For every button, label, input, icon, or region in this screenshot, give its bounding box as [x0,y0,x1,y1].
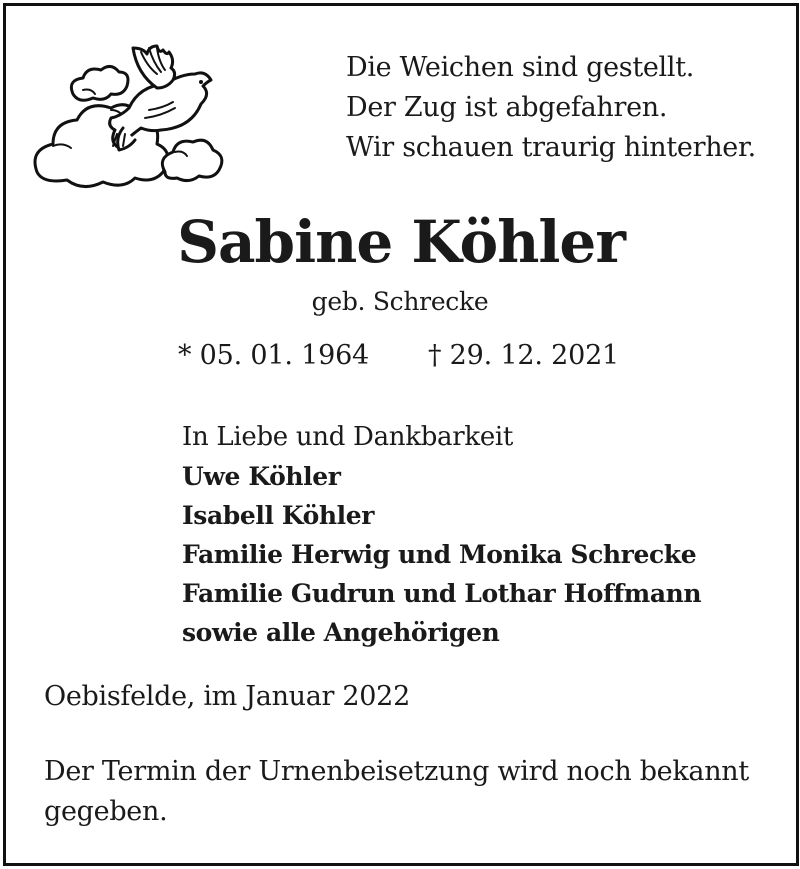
mourners-intro: In Liebe und Dankbarkeit [182,422,514,452]
birth-date: * 05. 01. 1964 [178,340,370,371]
death-date: † 29. 12. 2021 [428,340,620,371]
deceased-name: Sabine Köhler [177,208,625,276]
dove-with-clouds-icon [25,22,225,197]
birth-name: geb. Schrecke [311,287,489,316]
mourner-name: sowie alle Angehörigen [182,618,500,647]
poem-line: Die Weichen sind gestellt. [346,52,695,83]
poem-line: Wir schauen traurig hinterher. [346,132,756,163]
mourner-name: Familie Gudrun und Lothar Hoffmann [182,579,702,608]
poem-verse [346,48,756,168]
place-and-date: Oebisfelde, im Januar 2022 [44,681,410,712]
mourner-name: Uwe Köhler [182,462,341,491]
mourner-name: Isabell Köhler [182,501,375,530]
poem-line: Der Zug ist abgefahren. [346,92,668,123]
burial-note: Der Termin der Urnenbeisetzung wird noch bekannt gegeben. [44,756,749,827]
mourners-block [182,418,701,652]
mourner-name: Familie Herwig und Monika Schrecke [182,540,697,569]
